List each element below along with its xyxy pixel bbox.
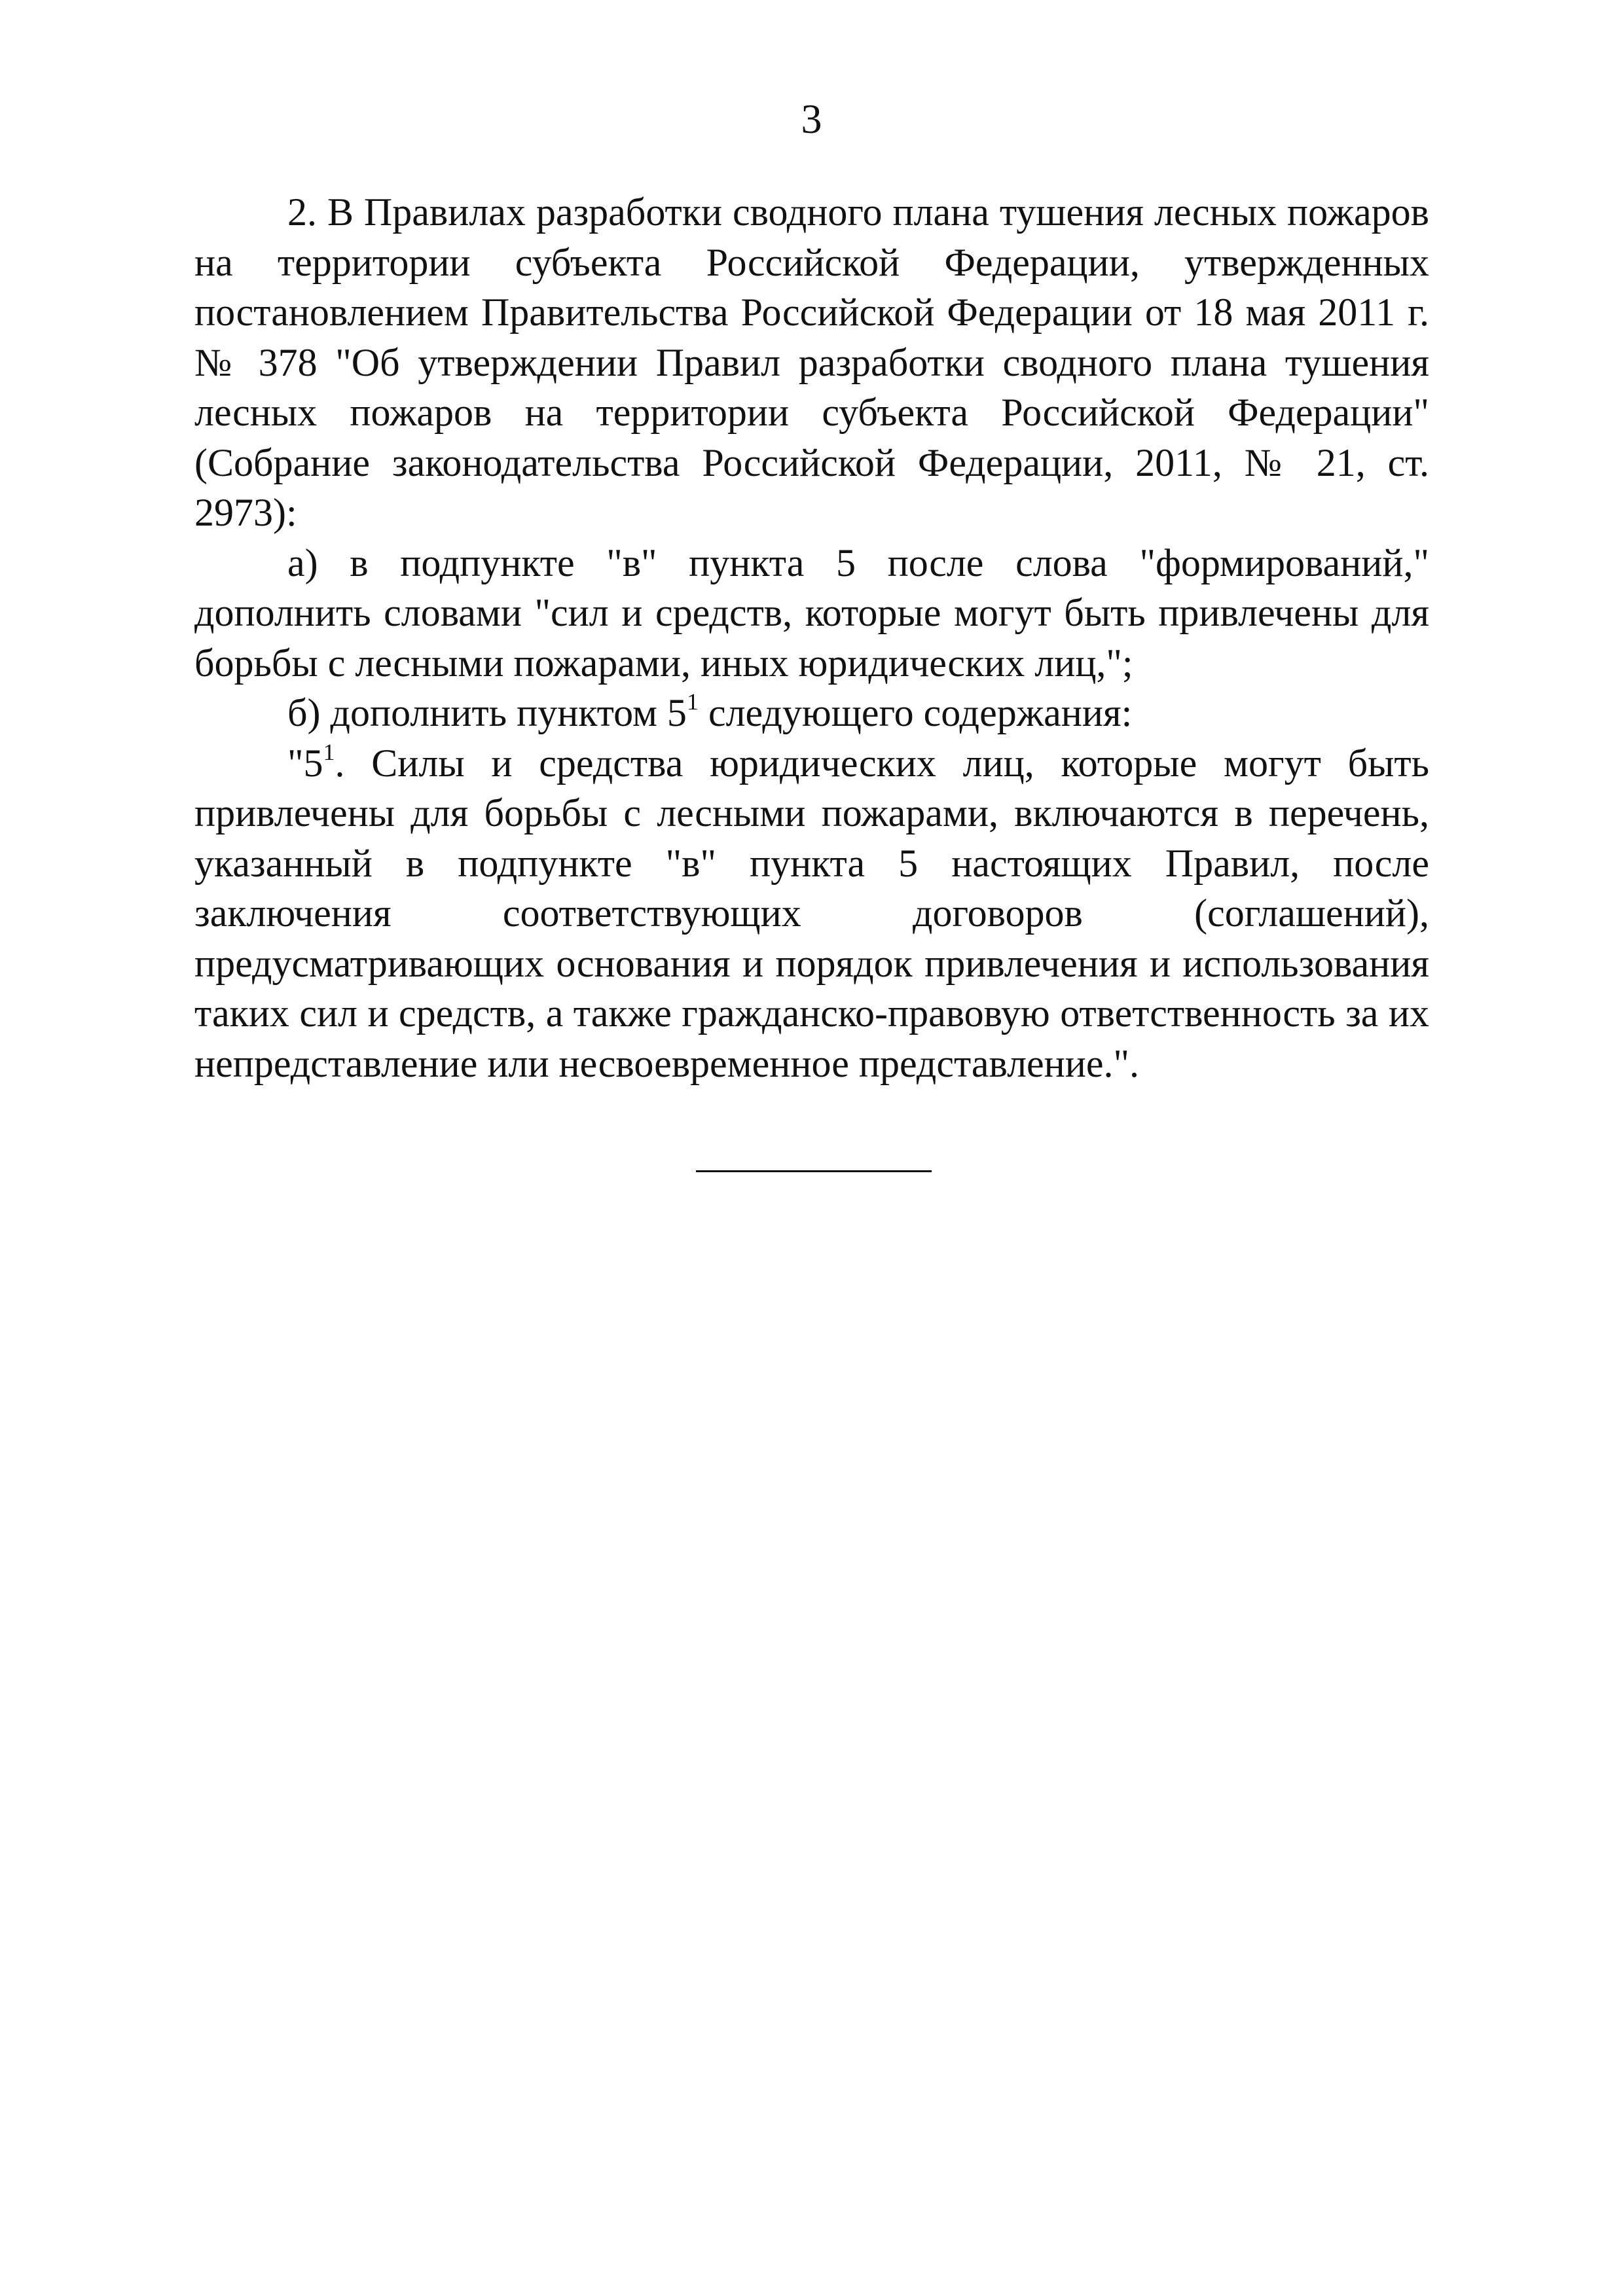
quoted-clause-text: . Силы и средства юридических лиц, которые могут быть привлечены для борьбы с лесными пожарами, включаются в перечень, указанный в подпункте "в" пункта 5 настоящих Правил, после заключения соответствующих договоров (соглашений), предусматривающих основания и порядок привлечения и использования таких сил и средств, а также гражданско-правовую ответственность за их непредставление или несвоевременное представление.". xyxy=(194,741,1429,1085)
item-a: а) в подпункте "в" пункта 5 после слова "формирований," дополнить словами "сил и средств, которые могут быть привлечены для борьбы с лесными пожарами, иных юридических лиц,"; xyxy=(194,541,1429,685)
paragraph-2: 2. В Правилах разработки сводного плана тушения лесных пожаров на территории субъекта Российской Федерации, утвержденных постановлением Правительства Российской Федерации от 18 мая 2011 г. № 378 "Об утверждении Правил разработки сводного плана тушения лесных пожаров на территории субъекта Российской Федерации" (Собрание законодательства Российской Федерации, 2011, № 21, ст. 2973): xyxy=(194,190,1429,534)
page-number: 3 xyxy=(801,96,822,142)
quoted-clause-superscript: 1 xyxy=(323,738,335,765)
quoted-clause-number: "5 xyxy=(287,741,323,785)
item-b xyxy=(194,688,1429,738)
item-b-text-end: следующего содержания: xyxy=(698,691,1133,734)
document-body xyxy=(194,187,1429,1088)
item-b-text-start: б) дополнить пунктом 5 xyxy=(287,691,687,734)
quoted-clause xyxy=(194,738,1429,1089)
item-b-superscript: 1 xyxy=(686,689,699,715)
end-divider-line xyxy=(696,1170,932,1172)
